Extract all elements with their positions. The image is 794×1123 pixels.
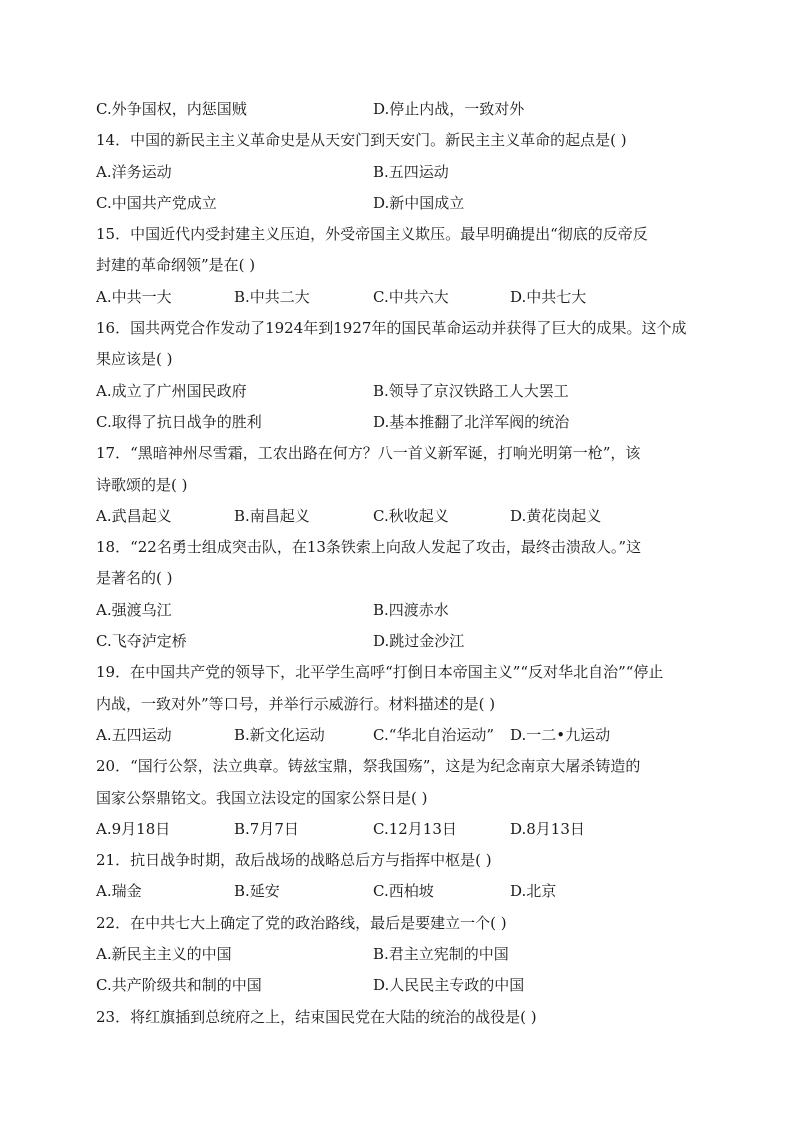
answer-option-a: A.洋务运动 <box>96 162 172 181</box>
answer-option-a: A.瑞金 <box>96 882 142 901</box>
question-stem: 15．中国近代内受封建主义压迫，外受帝国主义欺压。最早明确提出“彻底的反帝反 <box>96 225 648 244</box>
answer-option-a: A.五四运动 <box>96 725 172 744</box>
question-stem-continued: 是著名的( ) <box>96 569 173 588</box>
question-stem-continued: 封建的革命纲领”是在( ) <box>96 256 256 275</box>
answer-option-b: B.五四运动 <box>373 162 449 181</box>
answer-option-a: A.强渡乌江 <box>96 600 172 619</box>
answer-option-a: A.成立了广州国民政府 <box>96 381 247 400</box>
answer-option-b: B.7月7日 <box>234 819 299 838</box>
answer-option-b: D.新中国成立 <box>373 193 465 212</box>
answer-option-b: B.南昌起义 <box>234 506 310 525</box>
answer-option-a: C.外争国权，内惩国贼 <box>96 100 247 118</box>
option-row <box>96 939 706 970</box>
question-stem: 23．将红旗插到总统府之上，结束国民党在大陆的统治的战役是( ) <box>96 1007 537 1026</box>
answer-option-b: D.跳过金沙江 <box>373 632 465 651</box>
answer-option-b: D.基本推翻了北洋军阀的统治 <box>373 412 570 431</box>
option-row <box>96 626 706 657</box>
question-stem: 22．在中共七大上确定了党的政治路线，最后是要建立一个( ) <box>96 913 507 932</box>
question-stem: 17．“黑暗神州尽雪霜，工农出路在何方？八一首义新军诞，打响光明第一枪”，该 <box>96 444 641 463</box>
question-stem: 19．在中国共产党的领导下，北平学生高呼“打倒日本帝国主义”“反对华北自治”“停止 <box>96 663 664 682</box>
answer-option-c: C.秋收起义 <box>373 506 449 525</box>
answer-option-b: B.中共二大 <box>234 287 310 306</box>
answer-option-b: B.领导了京汉铁路工人大罢工 <box>373 381 569 400</box>
answer-option-a: C.共产阶级共和制的中国 <box>96 976 262 995</box>
option-row <box>96 94 706 125</box>
question-stem-continued: 内战，一致对外”等口号，并举行示威游行。材料描述的是( ) <box>96 694 496 713</box>
question-stem-continued: 果应该是( ) <box>96 350 173 369</box>
answer-option-a: A.9月18日 <box>96 819 171 838</box>
answer-option-d: D.8月13日 <box>510 819 585 838</box>
option-row <box>96 188 706 219</box>
answer-option-c: C.“华北自治运动” <box>373 725 495 744</box>
option-row <box>96 720 706 751</box>
answer-option-b: D.人民民主专政的中国 <box>373 976 525 995</box>
question-list <box>96 94 706 1033</box>
answer-option-b: B.四渡赤水 <box>373 600 449 619</box>
answer-option-b: D.停止内战，一致对外 <box>373 100 525 118</box>
answer-option-d: D.北京 <box>510 882 557 901</box>
answer-option-d: D.一二•九运动 <box>510 725 611 744</box>
answer-option-d: D.黄花岗起义 <box>510 506 602 525</box>
answer-option-a: C.中国共产党成立 <box>96 193 217 212</box>
answer-option-b: B.延安 <box>234 882 280 901</box>
answer-option-a: C.取得了抗日战争的胜利 <box>96 412 262 431</box>
option-row <box>96 501 706 532</box>
option-row <box>96 970 706 1001</box>
answer-option-c: C.12月13日 <box>373 819 457 838</box>
question-stem: 18．“22名勇士组成突击队，在13条铁索上向敌人发起了攻击，最终击溃敌人。”这 <box>96 538 642 557</box>
answer-option-c: C.中共六大 <box>373 287 449 306</box>
answer-option-a: A.中共一大 <box>96 287 172 306</box>
question-stem-continued: 诗歌颂的是( ) <box>96 475 188 494</box>
answer-option-a: A.武昌起义 <box>96 506 172 525</box>
question-stem: 21．抗日战争时期，敌后战场的战略总后方与指挥中枢是( ) <box>96 851 492 870</box>
answer-option-a: C.飞夺泸定桥 <box>96 632 187 651</box>
option-row <box>96 595 706 626</box>
option-row <box>96 407 706 438</box>
answer-option-d: D.中共七大 <box>510 287 587 306</box>
option-row <box>96 376 706 407</box>
question-stem: 14．中国的新民主主义革命史是从天安门到天安门。新民主主义革命的起点是( ) <box>96 131 627 150</box>
answer-option-b: B.君主立宪制的中国 <box>373 945 509 964</box>
question-stem-continued: 国家公祭鼎铭文。我国立法设定的国家公祭日是( ) <box>96 788 428 807</box>
answer-option-b: B.新文化运动 <box>234 725 325 744</box>
option-row <box>96 282 706 313</box>
answer-option-c: C.西柏坡 <box>373 882 434 901</box>
option-row <box>96 157 706 188</box>
question-stem: 16．国共两党合作发动了1924年到1927年的国民革命运动并获得了巨大的成果。这个成 <box>96 319 687 338</box>
question-stem: 20．“国行公祭，法立典章。铸兹宝鼎，祭我国殇”，这是为纪念南京大屠杀铸造的 <box>96 757 641 776</box>
option-row <box>96 876 706 907</box>
option-row <box>96 814 706 845</box>
answer-option-a: A.新民主主义的中国 <box>96 945 232 964</box>
